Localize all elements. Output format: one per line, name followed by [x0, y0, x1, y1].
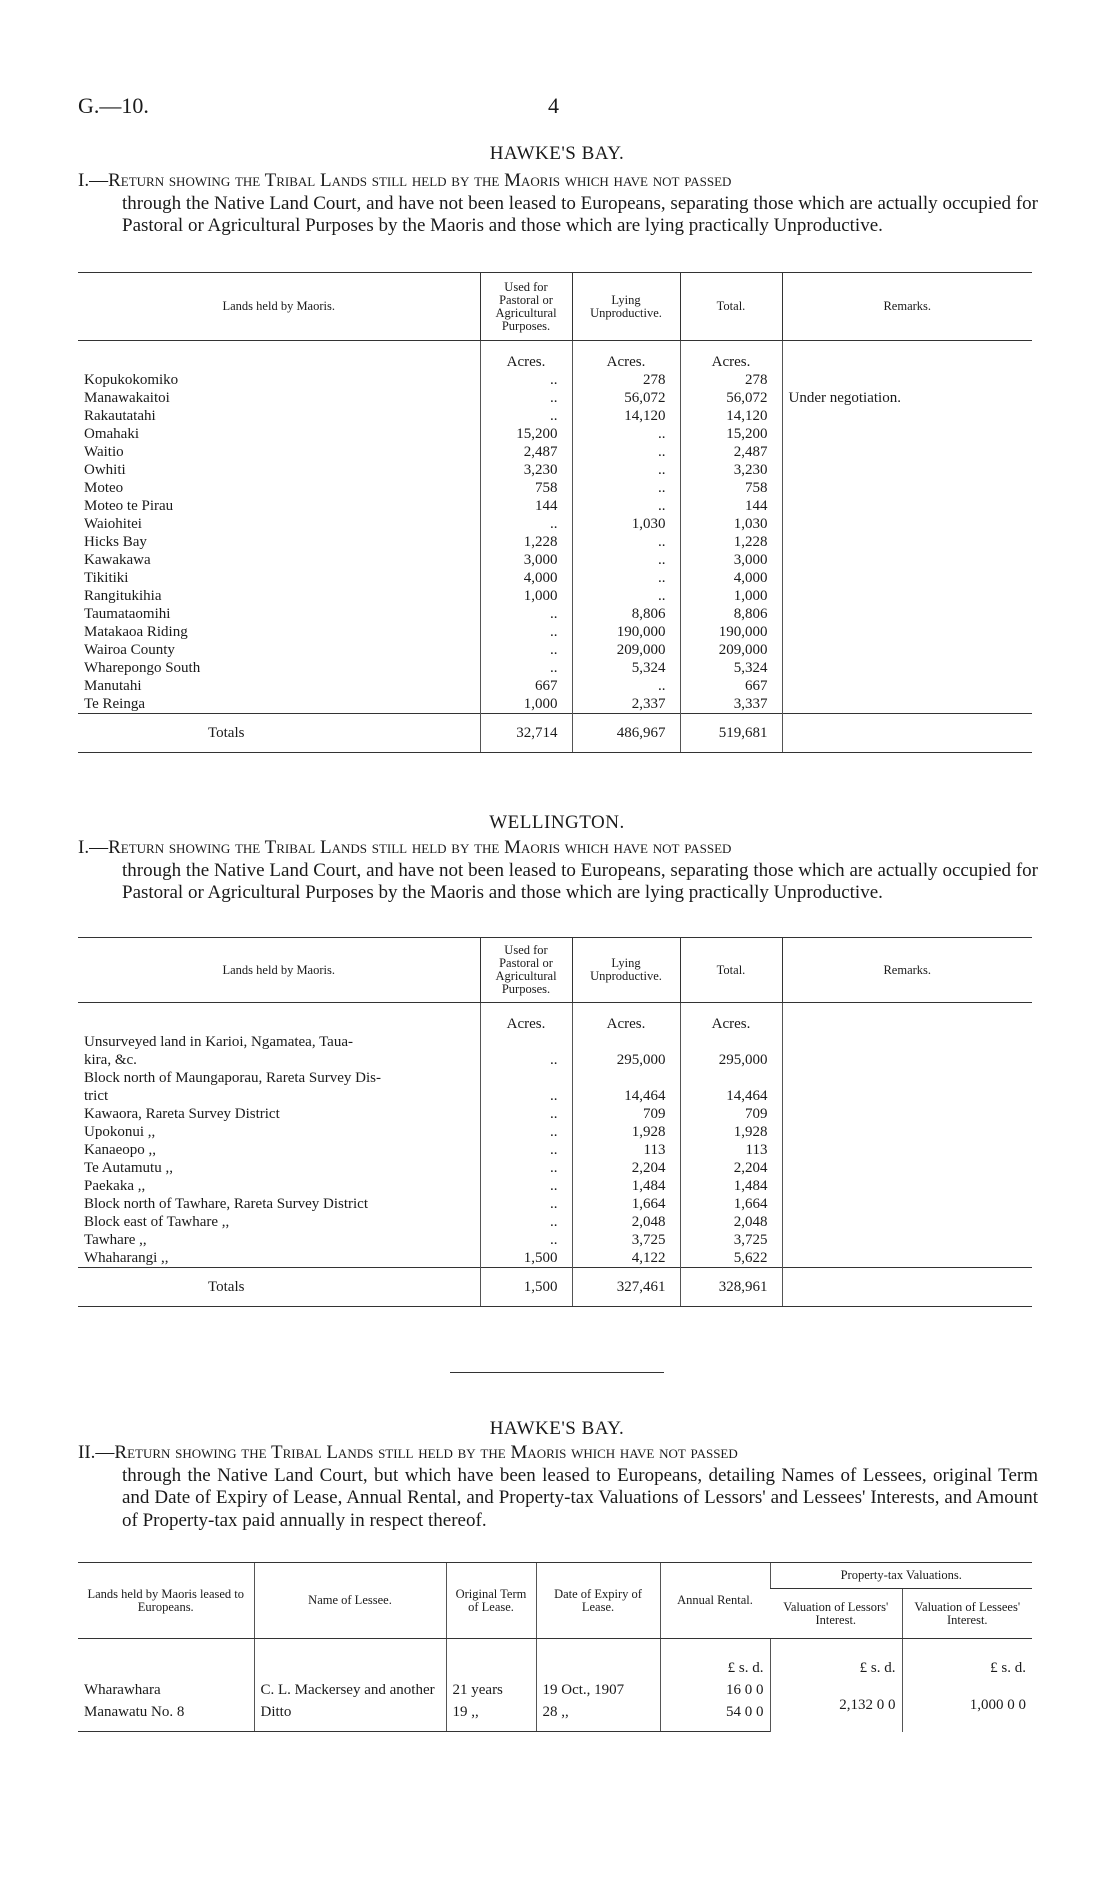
lying-acres: .. — [572, 443, 680, 461]
land-name: Taumataomihi — [84, 606, 171, 622]
totals-used: 1,500 — [480, 1268, 572, 1307]
remarks — [782, 695, 1032, 714]
lying-acres: 1,030 — [572, 515, 680, 533]
table-row — [78, 1249, 1032, 1268]
money-units: £ s. d. — [902, 1639, 1032, 1680]
total-acres: 1,030 — [680, 515, 782, 533]
used-acres: .. — [480, 407, 572, 425]
totals-total: 519,681 — [680, 714, 782, 753]
totals-lying: 327,461 — [572, 1268, 680, 1307]
land-name: Tikitiki — [84, 570, 129, 586]
used-acres — [480, 1033, 572, 1051]
total-acres: 14,120 — [680, 407, 782, 425]
remarks — [782, 623, 1032, 641]
table-row — [78, 371, 1032, 389]
unit-label: Acres. — [572, 341, 680, 372]
used-acres: .. — [480, 1087, 572, 1105]
total-acres: 2,204 — [680, 1159, 782, 1177]
used-acres: .. — [480, 605, 572, 623]
remarks — [782, 1231, 1032, 1249]
lying-acres: .. — [572, 533, 680, 551]
page-number: 4 — [548, 93, 559, 118]
used-acres: .. — [480, 641, 572, 659]
land-name: Manutahi — [84, 678, 142, 694]
table-row — [78, 461, 1032, 479]
land-name: Block north of Maungaporau, Rareta Survey Dis- — [84, 1070, 382, 1086]
unit-label: Acres. — [572, 1003, 680, 1034]
used-acres: 4,000 — [480, 569, 572, 587]
money-units: £ s. d. — [770, 1639, 902, 1680]
lying-acres: 3,725 — [572, 1231, 680, 1249]
wellington-unleased-table — [78, 937, 1032, 1307]
money-units: £ s. d. — [660, 1639, 770, 1680]
remarks — [782, 587, 1032, 605]
col-lying: Lying Unproductive. — [572, 938, 680, 1003]
used-acres: .. — [480, 515, 572, 533]
lying-acres: 2,048 — [572, 1213, 680, 1231]
lease-expiry: 19 Oct., 1907 — [536, 1679, 660, 1701]
col-used: Used for Pastoral or Agricultural Purposes. — [480, 938, 572, 1003]
land-name: Waiohitei — [84, 516, 142, 532]
remarks — [782, 677, 1032, 695]
table-row — [78, 623, 1032, 641]
lying-acres: 14,464 — [572, 1087, 680, 1105]
land-name: Kawakawa — [84, 552, 151, 568]
table-row — [78, 1195, 1032, 1213]
total-acres — [680, 1069, 782, 1087]
table-row — [78, 1159, 1032, 1177]
table-row — [78, 533, 1032, 551]
used-acres: .. — [480, 1051, 572, 1069]
section-intro: II.—Return showing the Tribal Lands still held by the Maoris which have not passed through the Native Land Court, but which have been leased to Europeans, detailing Names of Lessees, original Term and Date of Expiry of Lease, Annual Rental, and Property-tax Valuations of Lessors' and Lessees' Interests, and Amount of Property-tax paid annually in respect thereof. — [78, 1442, 1038, 1531]
remarks — [782, 371, 1032, 389]
land-name: Unsurveyed land in Karioi, Ngamatea, Taua- — [84, 1034, 353, 1050]
unit-label: Acres. — [480, 341, 572, 372]
lying-acres: 8,806 — [572, 605, 680, 623]
used-acres: 15,200 — [480, 425, 572, 443]
lease-term: 21 years — [446, 1679, 536, 1701]
remarks — [782, 605, 1032, 623]
used-acres: .. — [480, 623, 572, 641]
lying-acres: 709 — [572, 1105, 680, 1123]
col-valuations: Property-tax Valuations. — [770, 1563, 1032, 1589]
total-acres: 2,048 — [680, 1213, 782, 1231]
table-row — [78, 1123, 1032, 1141]
land-name: Omahaki — [84, 426, 139, 442]
table-row — [78, 1069, 1032, 1087]
land-name: Manawakaitoi — [84, 390, 170, 406]
total-acres: 758 — [680, 479, 782, 497]
used-acres: 3,230 — [480, 461, 572, 479]
hawkes-bay-leased-table — [78, 1562, 1032, 1732]
total-acres: 3,337 — [680, 695, 782, 714]
col-used: Used for Pastoral or Agricultural Purposes. — [480, 273, 572, 341]
table-row — [78, 1177, 1032, 1195]
lying-acres: .. — [572, 497, 680, 515]
land-name: Moteo te Pirau — [84, 498, 174, 514]
remarks — [782, 1051, 1032, 1069]
land-name: Owhiti — [84, 462, 126, 478]
land-name: Block north of Tawhare, Rareta Survey District — [84, 1196, 369, 1212]
hawkes-bay-unleased-table — [78, 272, 1032, 753]
section-title: WELLINGTON. — [489, 812, 625, 833]
lying-acres: .. — [572, 479, 680, 497]
totals-label: Totals — [78, 1268, 480, 1307]
lying-acres: 278 — [572, 371, 680, 389]
remarks — [782, 1087, 1032, 1105]
used-acres: .. — [480, 1195, 572, 1213]
land-name: Wharawhara — [84, 1682, 161, 1698]
table-row — [78, 659, 1032, 677]
col-lessee: Name of Lessee. — [254, 1563, 446, 1639]
used-acres: 1,000 — [480, 587, 572, 605]
land-name: trict — [84, 1088, 109, 1104]
total-acres: 278 — [680, 371, 782, 389]
used-acres: 3,000 — [480, 551, 572, 569]
table-row — [78, 551, 1032, 569]
total-acres: 1,228 — [680, 533, 782, 551]
table-row — [78, 1033, 1032, 1051]
col-lessors-valuation: Valuation of Lessors' Interest. — [770, 1589, 902, 1639]
lying-acres: 1,484 — [572, 1177, 680, 1195]
total-acres: 2,487 — [680, 443, 782, 461]
total-acres: 709 — [680, 1105, 782, 1123]
total-acres: 14,464 — [680, 1087, 782, 1105]
used-acres: .. — [480, 1177, 572, 1195]
remarks — [782, 1195, 1032, 1213]
totals-row — [78, 1268, 1032, 1307]
used-acres: 667 — [480, 677, 572, 695]
lying-acres: .. — [572, 461, 680, 479]
section-title: HAWKE'S BAY. — [489, 143, 625, 164]
land-name: Upokonui ,, — [84, 1124, 156, 1140]
table-row — [78, 569, 1032, 587]
annual-rental: 54 0 0 — [660, 1701, 770, 1732]
used-acres: 1,228 — [480, 533, 572, 551]
lying-acres: 5,324 — [572, 659, 680, 677]
land-name: Kawaora, Rareta Survey District — [84, 1106, 280, 1122]
used-acres — [480, 1069, 572, 1087]
remarks — [782, 461, 1032, 479]
remarks — [782, 407, 1032, 425]
total-acres — [680, 1033, 782, 1051]
total-acres: 209,000 — [680, 641, 782, 659]
remarks — [782, 497, 1032, 515]
col-lessees-valuation: Valuation of Lessees' Interest. — [902, 1589, 1032, 1639]
land-name: Rangitukihia — [84, 588, 162, 604]
used-acres: 2,487 — [480, 443, 572, 461]
remarks — [782, 1141, 1032, 1159]
table-row — [78, 1231, 1032, 1249]
table-row — [78, 1051, 1032, 1069]
lying-acres: .. — [572, 677, 680, 695]
remarks — [782, 1033, 1032, 1051]
lying-acres — [572, 1069, 680, 1087]
land-name: Te Autamutu ,, — [84, 1160, 173, 1176]
total-acres: 144 — [680, 497, 782, 515]
col-remarks: Remarks. — [782, 938, 1032, 1003]
land-name: Manawatu No. 8 — [78, 1701, 254, 1732]
remarks — [782, 1213, 1032, 1231]
col-total: Total. — [680, 273, 782, 341]
table-row — [78, 443, 1032, 461]
used-acres: 1,500 — [480, 1249, 572, 1268]
table-row — [78, 407, 1032, 425]
lease-expiry: 28 ,, — [536, 1701, 660, 1732]
unit-label: Acres. — [680, 1003, 782, 1034]
remarks — [782, 569, 1032, 587]
lying-acres: .. — [572, 569, 680, 587]
totals-total: 328,961 — [680, 1268, 782, 1307]
lying-acres: 113 — [572, 1141, 680, 1159]
total-acres: 190,000 — [680, 623, 782, 641]
section-intro: I.—Return showing the Tribal Lands still held by the Maoris which have not passed through the Native Land Court, and have not been leased to Europeans, separating those which are actually occupied for Pastoral or Agricultural Purposes by the Maoris and those which are lying practically Unproductive. — [78, 170, 1038, 236]
total-acres: 3,000 — [680, 551, 782, 569]
land-name: Waitio — [84, 444, 124, 460]
land-name: Wharepongo South — [84, 660, 201, 676]
land-name: Kopukokomiko — [84, 372, 179, 388]
table-row — [78, 497, 1032, 515]
col-lying: Lying Unproductive. — [572, 273, 680, 341]
lying-acres: 1,928 — [572, 1123, 680, 1141]
used-acres: .. — [480, 659, 572, 677]
section-divider — [450, 1372, 664, 1373]
land-name: Te Reinga — [84, 696, 146, 712]
col-total: Total. — [680, 938, 782, 1003]
col-term: Original Term of Lease. — [446, 1563, 536, 1639]
unit-label: Acres. — [480, 1003, 572, 1034]
table-row — [78, 515, 1032, 533]
table-row — [78, 695, 1032, 714]
remarks — [782, 443, 1032, 461]
section-intro: I.—Return showing the Tribal Lands still held by the Maoris which have not passed through the Native Land Court, and have not been leased to Europeans, separating those which are actually occupied for Pastoral or Agricultural Purposes by the Maoris and those which are lying practically Unproductive. — [78, 837, 1038, 903]
table-row — [78, 389, 1032, 407]
lying-acres: 190,000 — [572, 623, 680, 641]
land-name: Kanaeopo ,, — [84, 1142, 157, 1158]
total-acres: 1,484 — [680, 1177, 782, 1195]
lying-acres: 56,072 — [572, 389, 680, 407]
totals-label: Totals — [78, 714, 480, 753]
col-lands-leased: Lands held by Maoris leased to Europeans. — [78, 1563, 254, 1639]
remarks — [782, 1123, 1032, 1141]
table-row — [78, 479, 1032, 497]
lessees-valuation: 1,000 0 0 — [902, 1679, 1032, 1732]
table-row — [78, 587, 1032, 605]
table-row — [78, 1105, 1032, 1123]
remarks — [782, 1249, 1032, 1268]
lying-acres: 209,000 — [572, 641, 680, 659]
used-acres: .. — [480, 1213, 572, 1231]
lessors-valuation: 2,132 0 0 — [770, 1679, 902, 1732]
total-acres: 5,324 — [680, 659, 782, 677]
lessee-name: Ditto — [254, 1701, 446, 1732]
table-row — [78, 641, 1032, 659]
lease-row — [78, 1679, 1032, 1701]
lying-acres — [572, 1033, 680, 1051]
table-row — [78, 677, 1032, 695]
table-row — [78, 425, 1032, 443]
lying-acres: 295,000 — [572, 1051, 680, 1069]
remarks — [782, 1177, 1032, 1195]
total-acres: 3,725 — [680, 1231, 782, 1249]
remarks — [782, 533, 1032, 551]
total-acres: 5,622 — [680, 1249, 782, 1268]
land-name: Rakautatahi — [84, 408, 156, 424]
section-title: HAWKE'S BAY. — [489, 1418, 625, 1439]
land-name: Block east of Tawhare ,, — [84, 1214, 230, 1230]
land-name: Matakaoa Riding — [84, 624, 188, 640]
lying-acres: 2,337 — [572, 695, 680, 714]
col-lands: Lands held by Maoris. — [78, 938, 480, 1003]
lease-term: 19 ,, — [446, 1701, 536, 1732]
remarks — [782, 425, 1032, 443]
totals-lying: 486,967 — [572, 714, 680, 753]
total-acres: 1,664 — [680, 1195, 782, 1213]
land-name: Wairoa County — [84, 642, 175, 658]
used-acres: .. — [480, 1105, 572, 1123]
total-acres: 15,200 — [680, 425, 782, 443]
total-acres: 295,000 — [680, 1051, 782, 1069]
lying-acres: 2,204 — [572, 1159, 680, 1177]
land-name: Hicks Bay — [84, 534, 147, 550]
used-acres: .. — [480, 389, 572, 407]
total-acres: 4,000 — [680, 569, 782, 587]
remarks — [782, 479, 1032, 497]
totals-row — [78, 714, 1032, 753]
table-row — [78, 1087, 1032, 1105]
lessee-name: C. L. Mackersey and another — [254, 1679, 446, 1701]
table-row — [78, 1141, 1032, 1159]
document-code: G.—10. — [78, 93, 149, 118]
remarks: Under negotiation. — [782, 389, 1032, 407]
remarks — [782, 641, 1032, 659]
total-acres: 667 — [680, 677, 782, 695]
used-acres: 758 — [480, 479, 572, 497]
land-name: kira, &c. — [84, 1052, 137, 1068]
remarks — [782, 1069, 1032, 1087]
land-name: Tawhare ,, — [84, 1232, 147, 1248]
total-acres: 56,072 — [680, 389, 782, 407]
remarks — [782, 1105, 1032, 1123]
annual-rental: 16 0 0 — [660, 1679, 770, 1701]
lying-acres: 14,120 — [572, 407, 680, 425]
lying-acres: 4,122 — [572, 1249, 680, 1268]
total-acres: 1,000 — [680, 587, 782, 605]
col-lands: Lands held by Maoris. — [78, 273, 480, 341]
total-acres: 3,230 — [680, 461, 782, 479]
lying-acres: 1,664 — [572, 1195, 680, 1213]
total-acres: 113 — [680, 1141, 782, 1159]
remarks — [782, 551, 1032, 569]
col-rental: Annual Rental. — [660, 1563, 770, 1639]
lying-acres: .. — [572, 425, 680, 443]
table-row — [78, 605, 1032, 623]
land-name: Whaharangi ,, — [84, 1250, 169, 1266]
col-expiry: Date of Expiry of Lease. — [536, 1563, 660, 1639]
col-remarks: Remarks. — [782, 273, 1032, 341]
used-acres: 144 — [480, 497, 572, 515]
total-acres: 8,806 — [680, 605, 782, 623]
totals-used: 32,714 — [480, 714, 572, 753]
used-acres: 1,000 — [480, 695, 572, 714]
land-name: Moteo — [84, 480, 124, 496]
used-acres: .. — [480, 1123, 572, 1141]
land-name: Paekaka ,, — [84, 1178, 146, 1194]
lying-acres: .. — [572, 587, 680, 605]
used-acres: .. — [480, 371, 572, 389]
lying-acres: .. — [572, 551, 680, 569]
used-acres: .. — [480, 1141, 572, 1159]
used-acres: .. — [480, 1231, 572, 1249]
total-acres: 1,928 — [680, 1123, 782, 1141]
remarks — [782, 1159, 1032, 1177]
remarks — [782, 515, 1032, 533]
remarks — [782, 659, 1032, 677]
unit-label: Acres. — [680, 341, 782, 372]
used-acres: .. — [480, 1159, 572, 1177]
table-row — [78, 1213, 1032, 1231]
